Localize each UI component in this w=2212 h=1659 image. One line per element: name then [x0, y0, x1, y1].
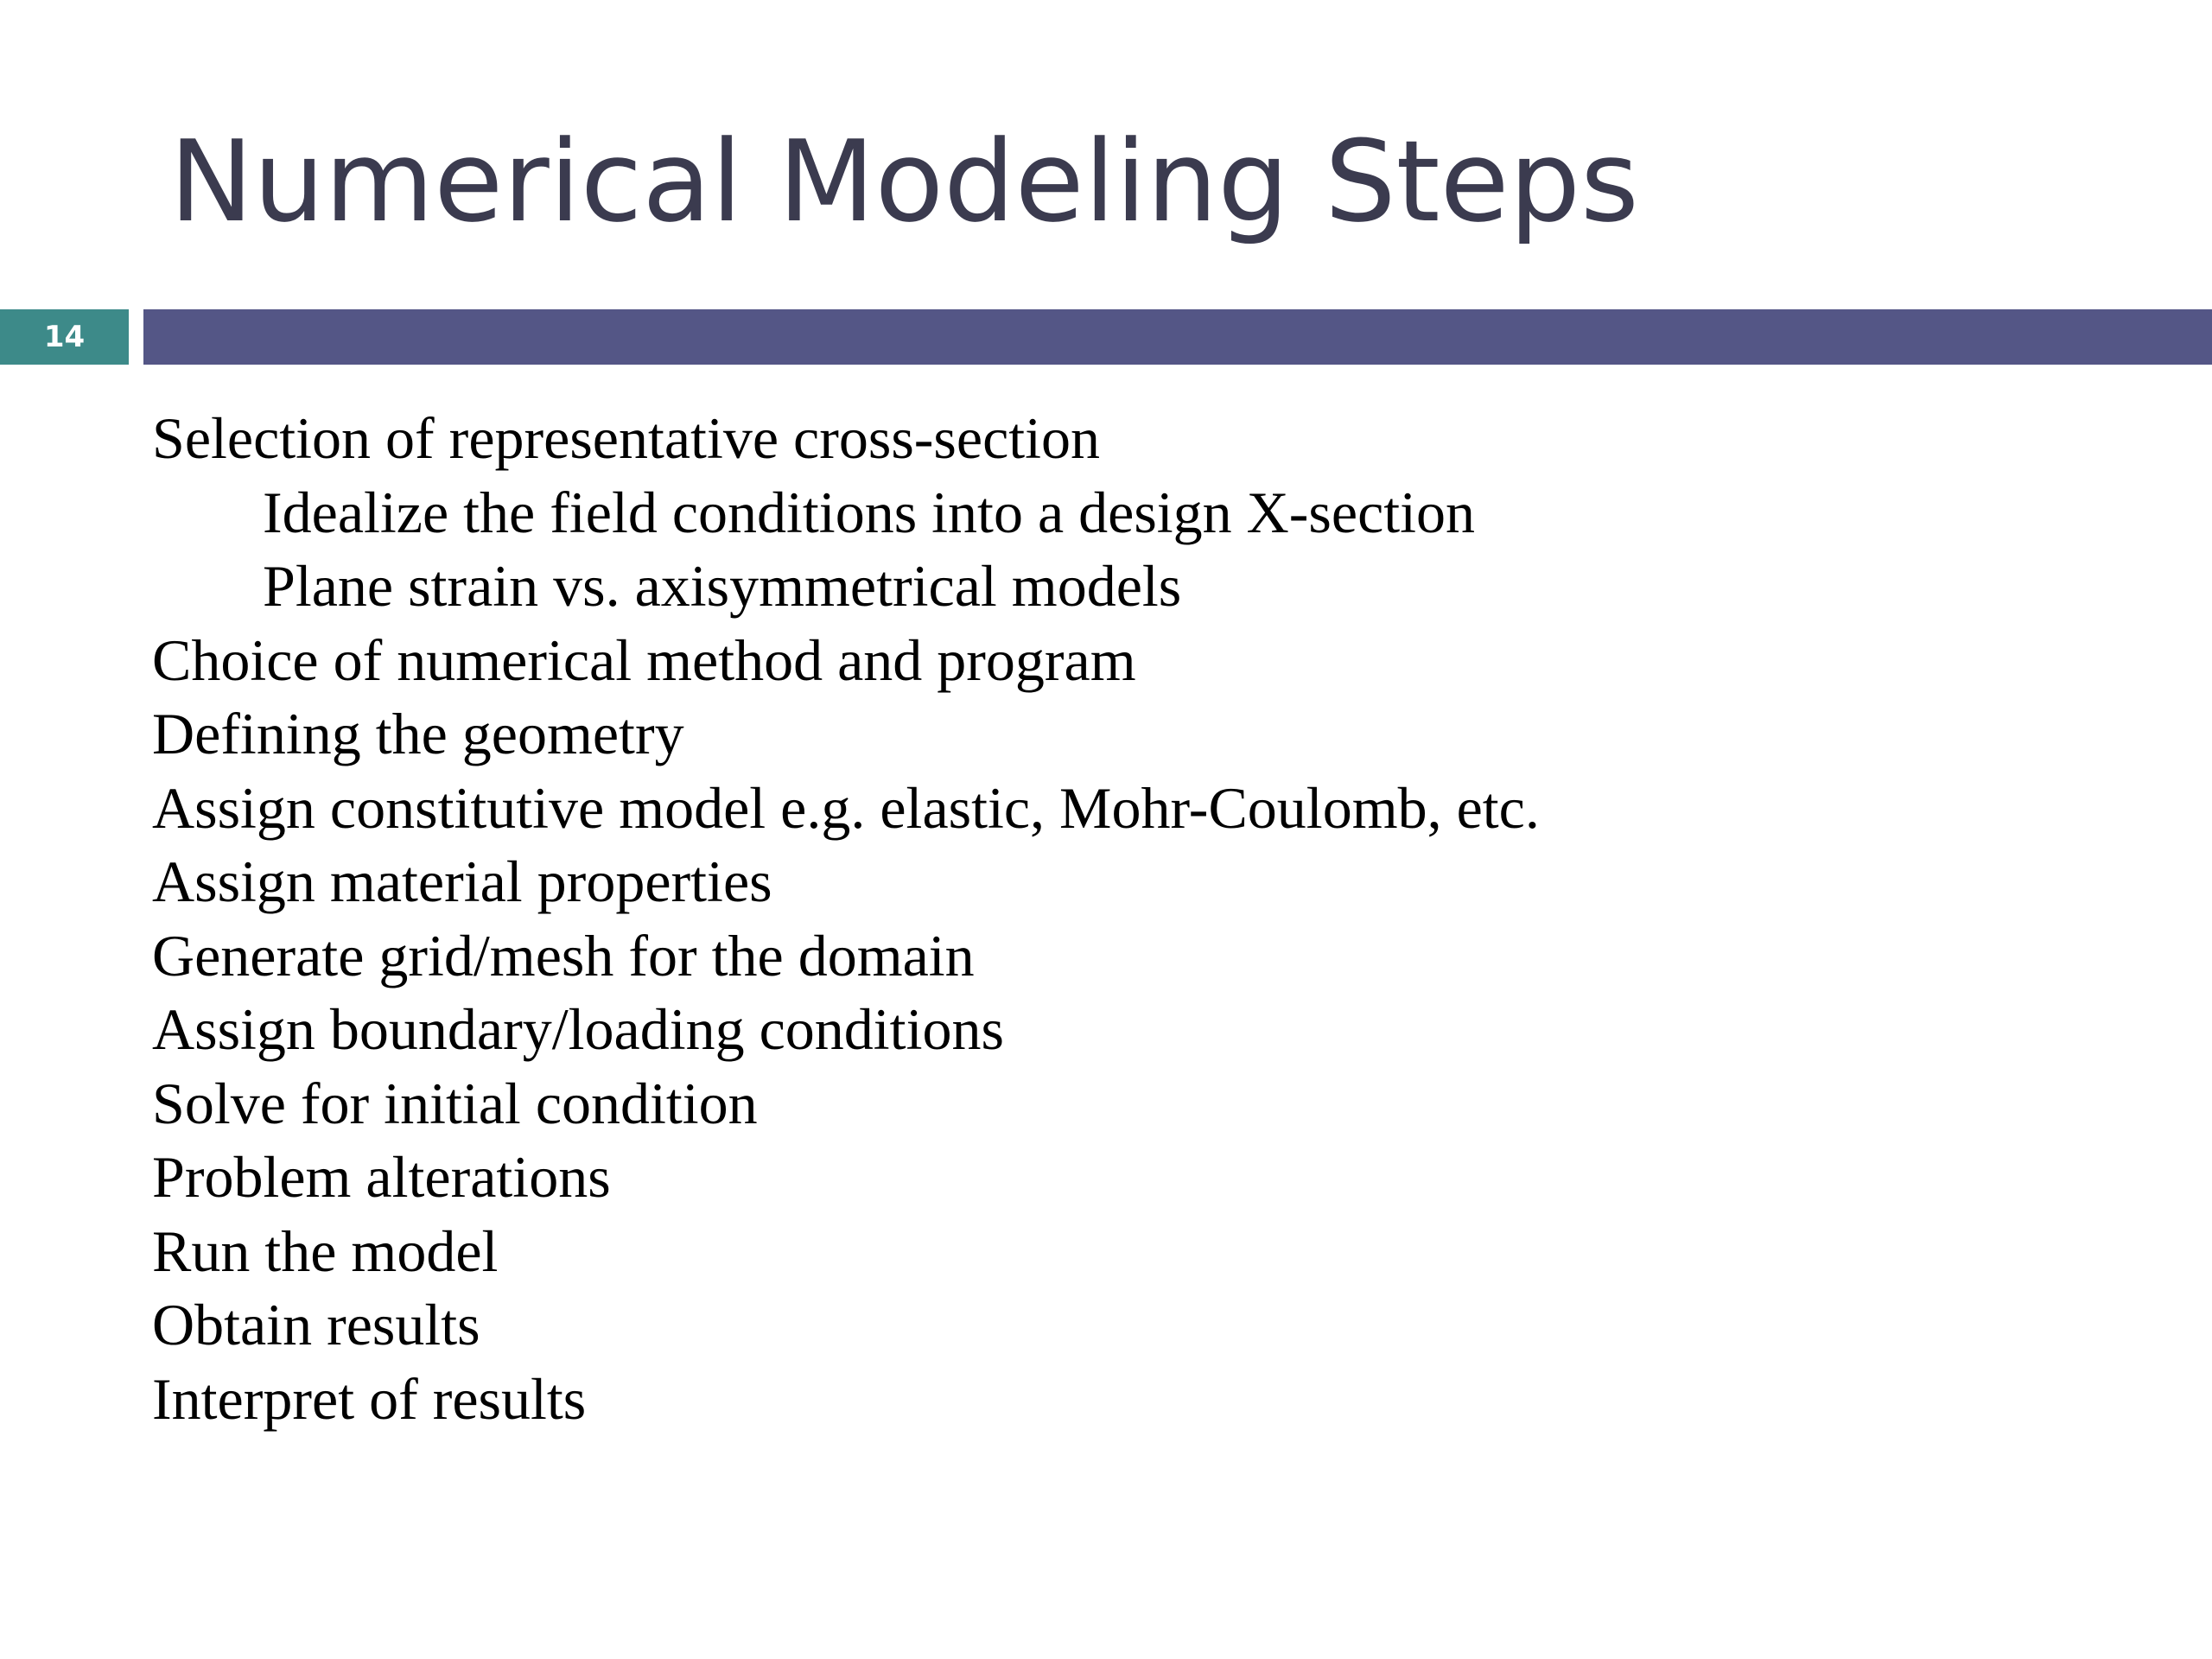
list-item: Choice of numerical method and program: [152, 626, 1136, 693]
list-item: Defining the geometry: [152, 701, 684, 766]
list-item: Generate grid/mesh for the domain: [152, 922, 975, 988]
title-divider-bar: [143, 309, 2212, 365]
list-subitem: Plane strain vs. axisymmetrical models: [263, 553, 1182, 619]
list-item: Assign constitutive model e.g. elastic, Mohr-Coulomb, etc.: [152, 774, 1540, 841]
list-subitem: Idealize the field conditions into a design X-section: [263, 479, 1476, 545]
list-item: Assign material properties: [152, 849, 772, 914]
list-item: Problem alterations: [152, 1144, 611, 1210]
slide-number-badge: 14: [0, 309, 129, 365]
list-item: Run the model: [152, 1217, 499, 1284]
list-item: Selection of representative cross-section: [152, 405, 1101, 471]
bullet-list: [152, 402, 1540, 1436]
list-item: Solve for initial condition: [152, 1070, 758, 1136]
list-item: Obtain results: [152, 1292, 480, 1357]
list-item: Interpret of results: [152, 1365, 587, 1432]
list-item: Assign boundary/loading conditions: [152, 996, 1004, 1062]
slide-title: Numerical Modeling Steps: [169, 116, 1639, 247]
